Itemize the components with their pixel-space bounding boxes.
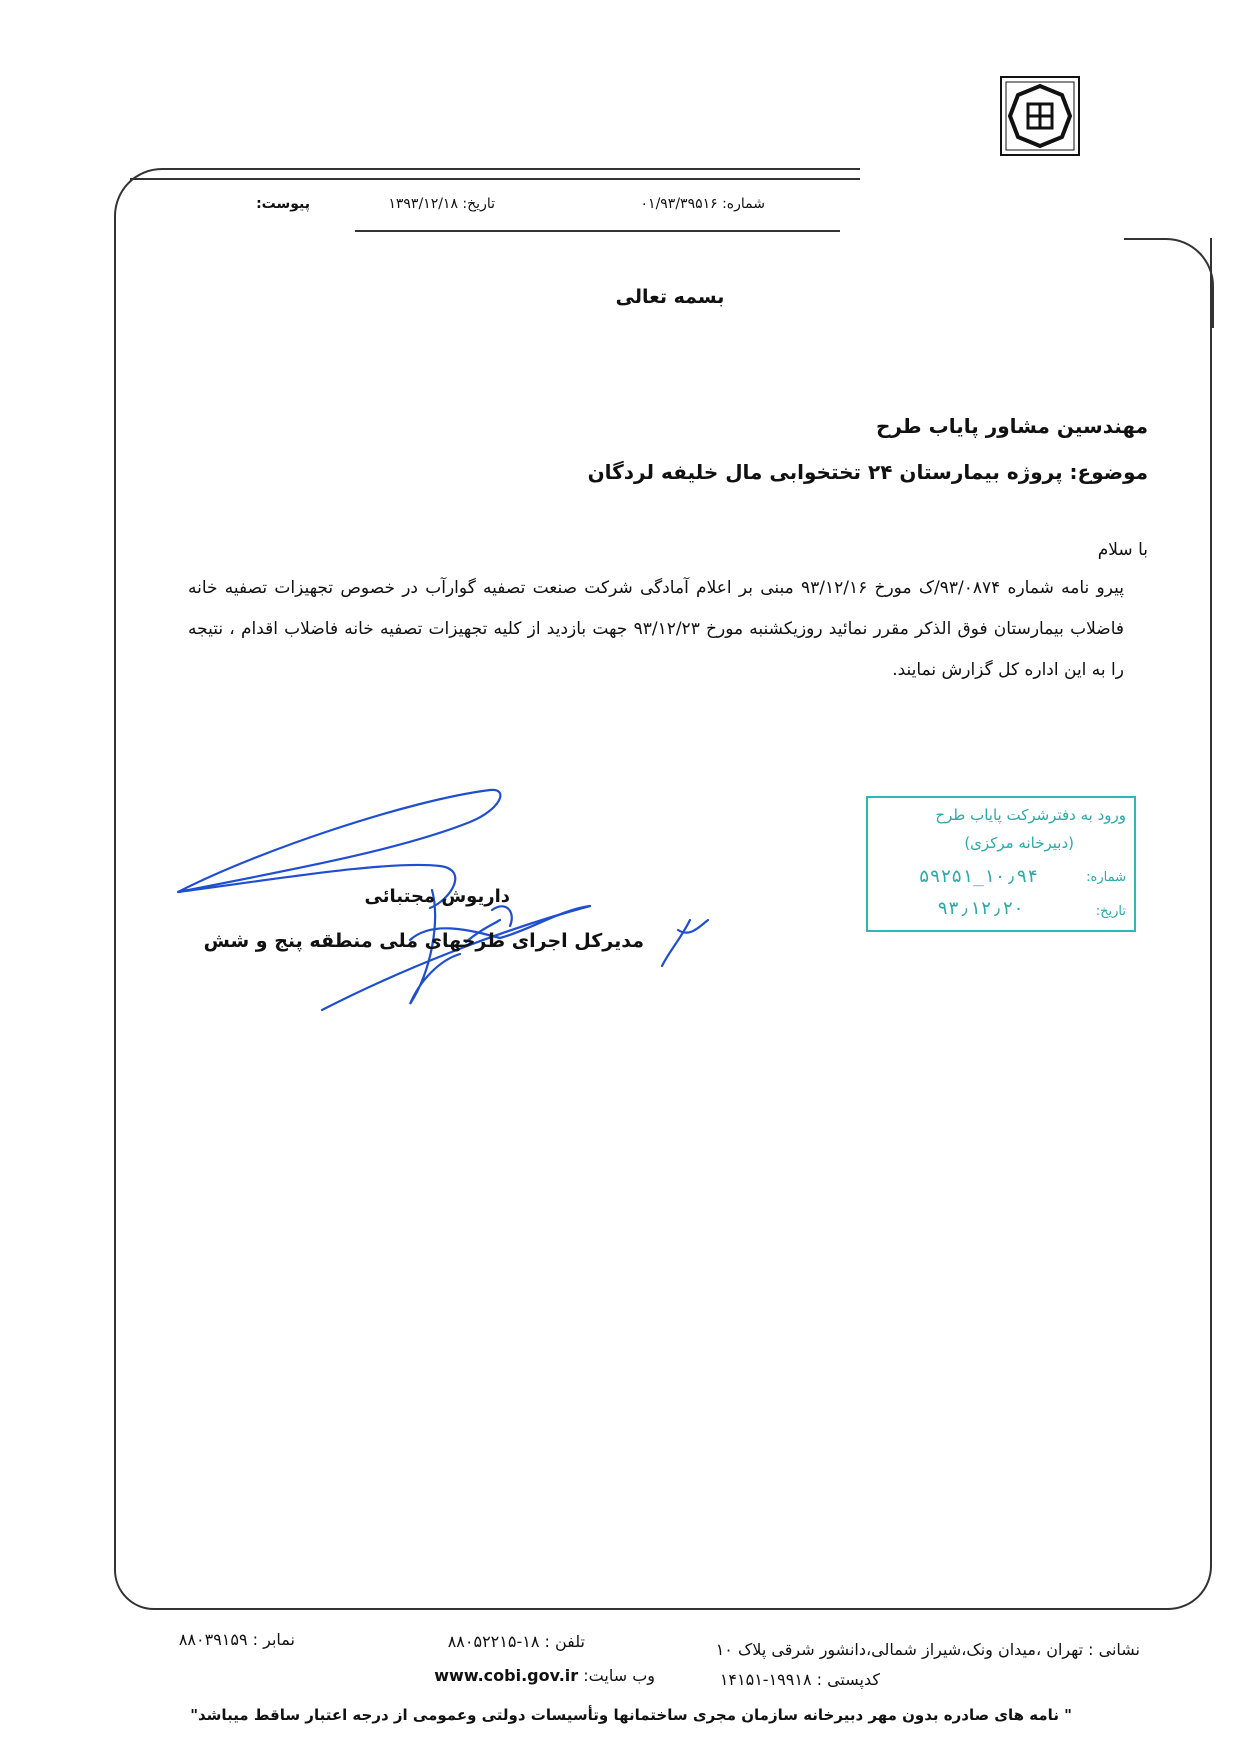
stamp-number-value: ۱۰٫۹۴_۵۹۲۵۱ [918,866,1038,887]
website-label: وب سایت: [583,1666,655,1685]
stamp-line1: ورود به دفترشرکت پایاب طرح [935,806,1126,824]
signer-name: داریوش مجتبائی [364,886,510,907]
letter-date [388,196,495,212]
date-label: تاریخ: [462,196,495,212]
number-label: شماره: [722,196,765,212]
greeting: با سلام [1097,540,1148,560]
number-value: ۰۱/۹۳/۳۹۵۱۶ [640,196,718,212]
recipient: مهندسین مشاور پایاب طرح [875,414,1148,438]
footer-postal-code: کدپستی : ۱۹۹۱۸-۱۴۱۵۱ [719,1670,880,1689]
footer-fax: نمابر : ۸۸۰۳۹۱۵۹ [178,1630,295,1649]
letter-body-text: پیرو نامه شماره ۹۳/۰۸۷۴/ک مورخ ۹۳/۱۲/۱۶ مبنی بر اعلام آمادگی شرکت صنعت تصفیه گوارآب در خصوص تجهیزات تصفیه خانه فاضلاب بیمارستان فوق الذکر مقرر نمائید روزیکشنبه مورخ ۹۳/۱۲/۲۳ جهت بازدید از کلیه تجهیزات تصفیه خانه فاضلاب اقدام ، نتیجه را به این اداره کل گزارش نمایند. [188,578,1124,680]
footer-website [434,1666,655,1685]
signer-title: مدیرکل اجرای طرحهای ملی منطقه پنج و شش [203,930,644,952]
letter-body [188,568,1148,691]
letter-number [641,196,765,212]
header-rule [130,178,860,180]
subject: موضوع: پروژه بیمارستان ۲۴ تختخوابی مال خلیفه لردگان [587,460,1148,484]
date-value: ۱۳۹۳/۱۲/۱۸ [388,196,458,212]
receipt-stamp [866,796,1136,932]
stamp-number-label: شماره: [1086,870,1126,885]
stamp-date-value: ۹۳٫۱۲٫۲۰ [937,898,1024,919]
basmala: بسمه تعالی [615,286,725,308]
stamp-date-label: تاریخ: [1095,904,1126,919]
footer-validity-note: " نامه های صادره بدون مهر دبیرخانه سازمان مجری ساختمانها وتأسیسات دولتی وعمومی از درجه اعتبار ساقط میباشد" [190,1706,1072,1724]
ministry-logo-icon [1000,76,1080,156]
footer-address: نشانی : تهران ،میدان ونک،شیراز شمالی،دانشور شرقی پلاک ۱۰ [715,1640,1140,1659]
stamp-line2: (دبیرخانه مرکزی) [964,834,1074,852]
attachment-label: پیوست: [256,196,310,212]
footer-phone: تلفن : ۱۸-۸۸۰۵۲۲۱۵ [447,1632,585,1651]
frame-gap [860,160,1240,238]
meta-rule [355,230,840,232]
website-url[interactable]: www.cobi.gov.ir [434,1666,579,1685]
